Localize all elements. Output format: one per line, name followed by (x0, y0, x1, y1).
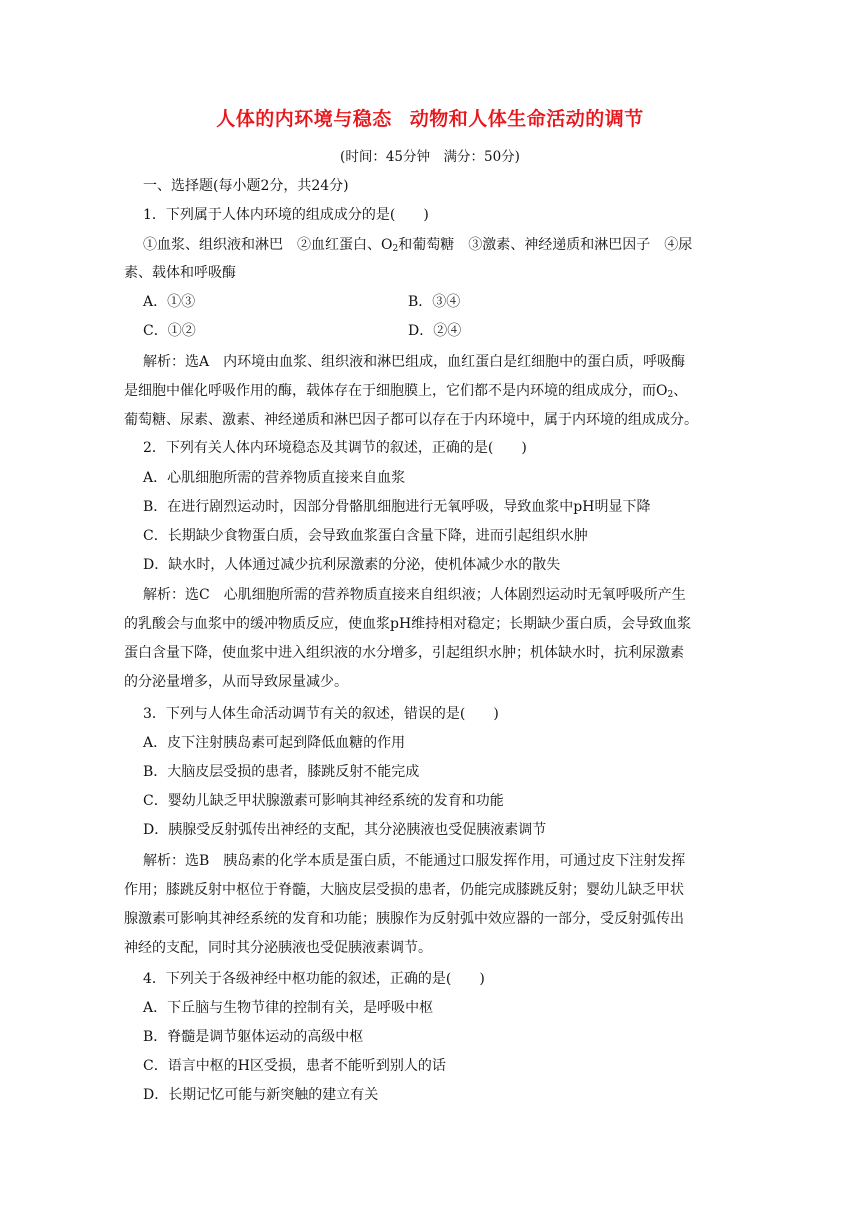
q2-analysis-line-3: 蛋白含量下降，使血浆中进入组织液的水分增多，引起组织水肿；机体缺水时，抗利尿激素 (124, 645, 684, 661)
q2-option-b: B．在进行剧烈运动时，因部分骨骼肌细胞进行无氧呼吸，导致血浆中pH明显下降 (143, 499, 651, 515)
q4-option-d: D．长期记忆可能与新突触的建立有关 (143, 1087, 379, 1103)
q2-analysis-line-2: 的乳酸会与血浆中的缓冲物质反应，使血浆pH维持相对稳定；长期缺少蛋白质，会导致血浆 (124, 616, 692, 632)
q3-analysis-line-4: 神经的支配，同时其分泌胰液也受促胰液素调节。 (124, 940, 432, 956)
q1-items-line-1: ①血浆、组织液和淋巴 ②血红蛋白、$O_2$和葡萄糖 ③激素、神经递质和淋巴因子 ④尿 (143, 237, 693, 254)
q3-option-d: D．胰腺受反射弧传出神经的支配，其分泌胰液也受促胰液素调节 (143, 822, 547, 838)
q4-option-b: B．脊髓是调节躯体运动的高级中枢 (143, 1029, 364, 1045)
q1-option-c: C．①② (143, 323, 196, 339)
q3-analysis-line-1: 解析：选B 胰岛素的化学本质是蛋白质，不能通过口服发挥作用，可通过皮下注射发挥 (143, 853, 686, 869)
q1-analysis-line-1: 解析：选A 内环境由血浆、组织液和淋巴组成，血红蛋白是红细胞中的蛋白质，呼吸酶 (143, 354, 686, 370)
q2-analysis-line-4: 的分泌量增多，从而导致尿量减少。 (124, 674, 348, 690)
q3-option-a: A．皮下注射胰岛素可起到降低血糖的作用 (143, 735, 406, 751)
exam-info: (时间：45分钟 满分：50分) (340, 149, 520, 165)
q1-option-b: B．③④ (408, 294, 461, 310)
q1-analysis-line-2: 是细胞中催化呼吸作用的酶，载体存在于细胞膜上，它们都不是内环境的组成成分，而$O_2$、 (124, 383, 688, 400)
section-heading: 一、选择题(每小题2分，共24分) (143, 178, 349, 194)
q4-option-a: A．下丘脑与生物节律的控制有关，是呼吸中枢 (143, 1000, 434, 1016)
q3-option-b: B．大脑皮层受损的患者，膝跳反射不能完成 (143, 764, 420, 780)
title-part-1: 人体的内环境与稳态 (216, 108, 392, 130)
q2-option-c: C．长期缺少食物蛋白质，会导致血浆蛋白含量下降，进而引起组织水肿 (143, 528, 588, 544)
q2-option-a: A．心肌细胞所需的营养物质直接来自血浆 (143, 470, 406, 486)
q2-stem: 2．下列有关人体内环境稳态及其调节的叙述，正确的是( ) (143, 440, 527, 456)
document-title (0, 104, 860, 131)
q1-analysis-line-3: 葡萄糖、尿素、激素、神经递质和淋巴因子都可以存在于内环境中，属于内环境的组成成分。 (124, 412, 698, 428)
q1-option-a: A．①③ (143, 294, 196, 310)
q1-option-d: D．②④ (408, 323, 462, 339)
q3-stem: 3．下列与人体生命活动调节有关的叙述，错误的是( ) (143, 706, 499, 722)
q4-option-c: C．语言中枢的H区受损，患者不能听到别人的话 (143, 1058, 446, 1074)
q3-analysis-line-3: 腺激素可影响其神经系统的发育和功能；胰腺作为反射弧中效应器的一部分，受反射弧传出 (124, 911, 684, 927)
q4-stem: 4．下列关于各级神经中枢功能的叙述，正确的是( ) (143, 971, 485, 987)
q1-stem: 1．下列属于人体内环境的组成成分的是( ) (143, 207, 429, 223)
q3-analysis-line-2: 作用；膝跳反射中枢位于脊髓，大脑皮层受损的患者，仍能完成膝跳反射；婴幼儿缺乏甲状 (124, 882, 684, 898)
title-part-2: 动物和人体生命活动的调节 (409, 108, 644, 130)
q1-items-line-2: 素、载体和呼吸酶 (124, 265, 236, 281)
q2-option-d: D．缺水时，人体通过减少抗利尿激素的分泌，使机体减少水的散失 (143, 557, 561, 573)
q3-option-c: C．婴幼儿缺乏甲状腺激素可影响其神经系统的发育和功能 (143, 793, 504, 809)
q2-analysis-line-1: 解析：选C 心肌细胞所需的营养物质直接来自组织液；人体剧烈运动时无氧呼吸所产生 (143, 587, 686, 603)
